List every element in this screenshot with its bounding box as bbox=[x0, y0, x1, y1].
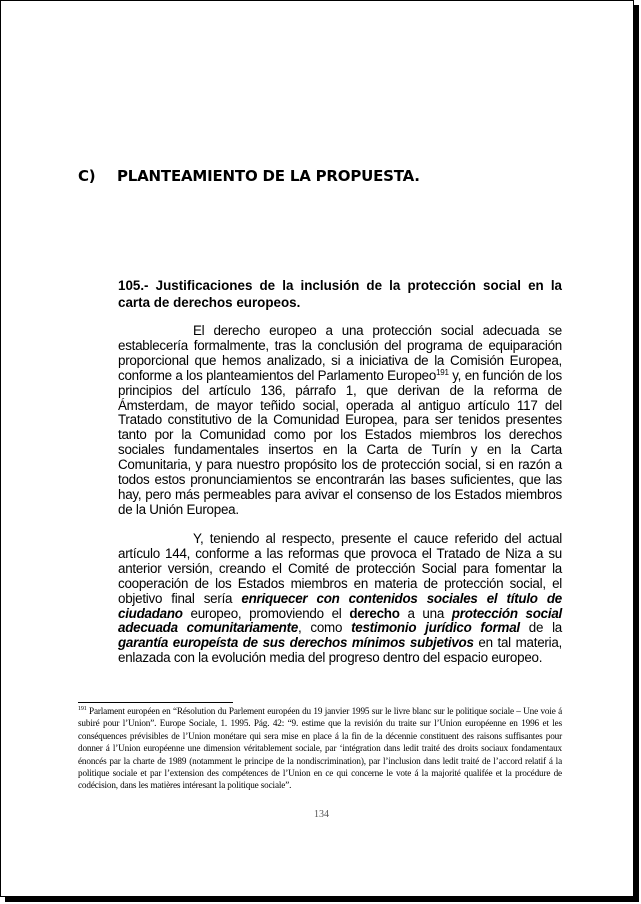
page-shadow-right bbox=[634, 5, 639, 902]
subsection-heading: 105.- Justificaciones de la inclusión de la protección social en la carta de derechos europeos. bbox=[118, 278, 562, 310]
footnote-separator bbox=[78, 702, 233, 703]
paragraph-1 bbox=[118, 324, 562, 518]
paragraph-1-text-b: y, en función de los principios del artículo 136, párrafo 1, que derivan de la reforma de Ámsterdam, de mayor teñido social, operada al antiguo artículo 117 del Tratado constitutivo de la Comunidad Europea, para ser tenidos presentes tanto por la Comunidad como por los Estados miembros los derechos sociales fundamentales insertos en la Carta de Turín y en la Carta Comunitaria, y para nuestro propósito los de protección social, si en razón a todos estos pronunciamientos se encontrarán las bases suficientes, que las hay, pero más permeables para avivar el consenso de los Estados miembros de la Unión Europea. bbox=[118, 367, 562, 517]
paragraph-2-text-2: europeo, promoviendo el bbox=[182, 605, 350, 621]
paragraph-2-emphasis-2: derecho bbox=[349, 605, 400, 621]
paragraph-2-text-5: de la bbox=[519, 620, 562, 636]
section-letter: C) bbox=[78, 167, 96, 185]
section-title: PLANTEAMIENTO DE LA PROPUESTA. bbox=[117, 167, 420, 185]
footnote-reference[interactable]: 191 bbox=[436, 367, 449, 377]
page-shadow-bottom bbox=[5, 897, 639, 902]
paragraph-2-text-1: Y, teniendo al respecto, presente el cauce referido del actual artículo 144, conforme a las reformas que provoca el Tratado de Niza a su anterior versión, creando el Comité de protección Social para fomentar la cooperación de los Estados miembros en materia de protección social, el objetivo final sería bbox=[118, 531, 562, 606]
paragraph-2-text-3: a una bbox=[399, 605, 452, 621]
paragraph-2-emphasis-5: garantía europeísta de sus derechos mínimos subjetivos bbox=[118, 635, 474, 651]
paragraph-2-emphasis-1: enriquecer con contenidos sociales el título de ciudadano bbox=[118, 590, 562, 621]
paragraph-2-text-6: en tal materia, enlazada con la evolución media del progreso dentro del espacio europeo. bbox=[118, 635, 562, 666]
page-number: 134 bbox=[314, 809, 329, 820]
paragraph-2-emphasis-4: testimonio jurídico formal bbox=[351, 620, 520, 636]
section-heading bbox=[78, 167, 558, 185]
footnote-text: Parlament européen en “Résolution du Parlement européen du 19 janvier 1995 sur le livre blanc sur le politique sociale – Une voie á subiré pour l’Union”. Europe Sociale, 1. 1995. Pág. 42: “9. estime que la revisión du traite sur l’Union européenne en 1996 et les conséquences prévisibles de l’Union monétare qui sera mise en place á la fin de la décennie constituent des raisons suffisantes pour donner á l’Union européenne une dimension véritablement sociale, par ‘intégration dans ledit traité des droits sociaux fondamentaux énoncés par la charte de 1989 (notamment le principe de la nondiscrimination), par l’inclusion dans ledit traité de l’accord relatif á la politique sociale et par l’extension des compétences de l’Union en ce qui concerne le vote á la majorité qualifée et la procédure de codécision, dans les matières intéresant la politique sociale”. bbox=[78, 706, 562, 791]
paragraph-2-emphasis-3: protección social adecuada comunitariamente bbox=[118, 605, 562, 636]
paragraph-2-text-4: , como bbox=[298, 620, 352, 636]
footnote bbox=[78, 705, 562, 792]
footnote-number: 191 bbox=[78, 706, 87, 712]
paragraph-1-text-a: El derecho europeo a una protección social adecuada se establecería formalmente, tras la conclusión del programa de equiparación proporcional que hemos analizado, si a iniciativa de la Comisión Europea, conforme a los planteamientos del Parlamento Europeo bbox=[118, 323, 562, 383]
paragraph-2 bbox=[118, 532, 562, 666]
